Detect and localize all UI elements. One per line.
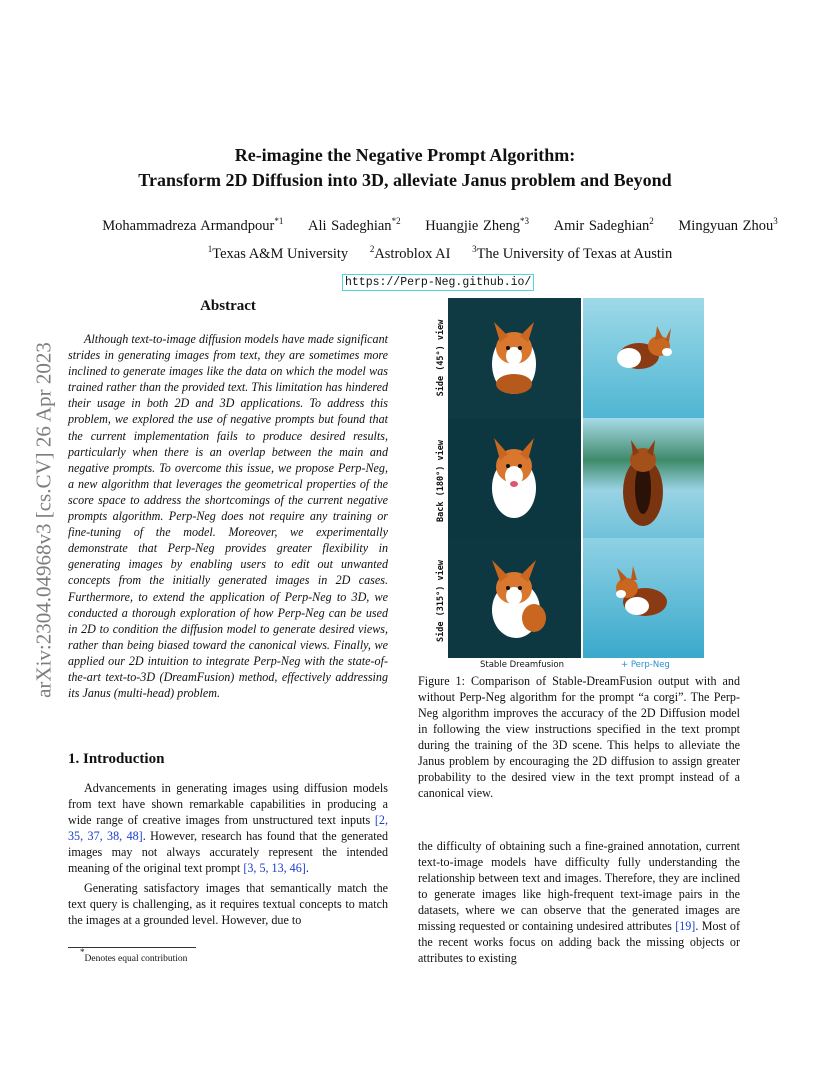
panel-dreamfusion-back180	[448, 418, 581, 538]
figure-1-image-grid	[434, 298, 706, 658]
row-label-side-45: Side (45°) view	[436, 319, 446, 397]
panel-perpneg-side315	[583, 538, 704, 658]
column-label-stable-dreamfusion: Stable Dreamfusion	[480, 660, 564, 670]
corgi-image	[448, 538, 581, 658]
paper-title	[80, 143, 730, 193]
project-url-link[interactable]: https://Perp-Neg.github.io/	[342, 274, 534, 291]
panel-dreamfusion-side45	[448, 298, 581, 418]
footnote-rule	[68, 947, 196, 948]
affiliation: $^1$Texas A&M University	[207, 244, 349, 262]
column-label-perp-neg: + Perp-Neg	[621, 660, 670, 670]
row-label-back-180: Back (180°) view	[436, 440, 446, 522]
intro-paragraph-2: Generating satisfactory images that semantically match the text query is challenging, as it requires textual concepts to match the images at a grounded level. However, due to	[68, 881, 388, 927]
corgi-image	[583, 538, 704, 658]
affiliation: $^2$Astroblox AI	[369, 244, 451, 262]
author: Mohammadreza Armandpour$^{*1}$	[102, 216, 284, 234]
right-column-text: the difficulty of obtaining such a fine-grained annotation, current text-to-image models have difficulty fully understanding the relationship between text and images. Therefore, they are inclined to generate images like high-frequent text-image pairs in the datasets, where we can observe that the generated images are missing requested or containing undesired attributes [19]. Most of the recent works focus on adding back the missing objects or attributes to existing	[418, 839, 740, 965]
author: Mingyuan Zhou$^3$	[678, 216, 778, 234]
abstract-text: Although text-to-image diffusion models have made significant strides in generating images from text, they are sometimes more inclined to generate images like the data on which the model was trained rather than the provided text. This limitation has hindered their usage in both 2D and 3D applications. To address this problem, we explored the use of negative prompts but found that the current implementation fails to produce desired results, particularly when there is an overlap between the main and negative prompts. To overcome this issue, we propose Perp-Neg, a new algorithm that leverages the geometrical properties of the score space to address the shortcomings of the current negative prompts algorithm. Perp-Neg does not require any training or fine-tuning of the model. Moreover, we experimentally demonstrate that Perp-Neg provides greater flexibility in generating images by enabling users to edit out unwanted concepts from the initially generated images in 2D cases. Furthermore, to extend the application of Perp-Neg to 3D, we conducted a thorough exploration of how Perp-Neg can be used in 2D to condition the diffusion model to generate desired views, rather than being biased toward the canonical views. Finally, we applied our 2D intuition to integrate Perp-Neg with the state-of-the-art text-to-3D (DreamFusion) method, effectively addressing its Janus (multi-head) problem.	[68, 332, 388, 701]
corgi-image	[448, 298, 581, 418]
author: Ali Sadeghian$^{*2}$	[308, 216, 401, 234]
author: Amir Sadeghian$^2$	[553, 216, 654, 234]
introduction-text	[68, 780, 388, 932]
title-line-1: Re-imagine the Negative Prompt Algorithm:	[234, 145, 576, 165]
panel-dreamfusion-side315	[448, 538, 581, 658]
corgi-image	[448, 418, 581, 538]
citation-link[interactable]: [19]	[675, 919, 696, 933]
section-heading-introduction: 1. Introduction	[68, 751, 165, 767]
panel-perpneg-side45	[583, 298, 704, 418]
arxiv-identifier: arXiv:2304.04968v3 [cs.CV] 26 Apr 2023	[31, 342, 56, 698]
citation-link[interactable]: [2, 35, 37, 38, 48]	[68, 813, 388, 843]
affiliation-list	[60, 246, 820, 263]
author: Huangjie Zheng$^{*3}$	[425, 216, 530, 234]
figure-1-caption: Figure 1: Comparison of Stable-DreamFusion output with and without Perp-Neg algorithm for the prompt “a corgi”. The Perp-Neg algorithm improves the accuracy of the 2D Diffusion model in following the view instructions specified in the text prompt during the training of the 3D scene. This helps to alleviate the Janus problem by encouraging the 2D diffusion to assign greater probability to the desired view in the text prompt instead of a canonical view.	[418, 674, 740, 800]
author-list	[60, 218, 820, 235]
title-line-2: Transform 2D Diffusion into 3D, alleviate Janus problem and Beyond	[138, 170, 672, 190]
intro-paragraph-1: Advancements in generating images using diffusion models from text have shown remarkable capabilities in producing a wide range of creative images from unstructured text inputs [2, 35, 37, 38, 48]. However, research has found that the generated images may not always accurately represent the intended meaning of the original text prompt [3, 5, 13, 46].	[68, 781, 389, 875]
abstract-heading: Abstract	[200, 298, 256, 314]
affiliation: $^3$The University of Texas at Austin	[472, 244, 673, 262]
corgi-image	[583, 418, 704, 538]
footnote: *Denotes equal contribution	[80, 947, 188, 964]
citation-link[interactable]: [3, 5, 13, 46]	[243, 861, 306, 875]
panel-perpneg-back180	[583, 418, 704, 538]
row-label-side-315: Side (315°) view	[436, 560, 446, 642]
corgi-image	[583, 298, 704, 418]
